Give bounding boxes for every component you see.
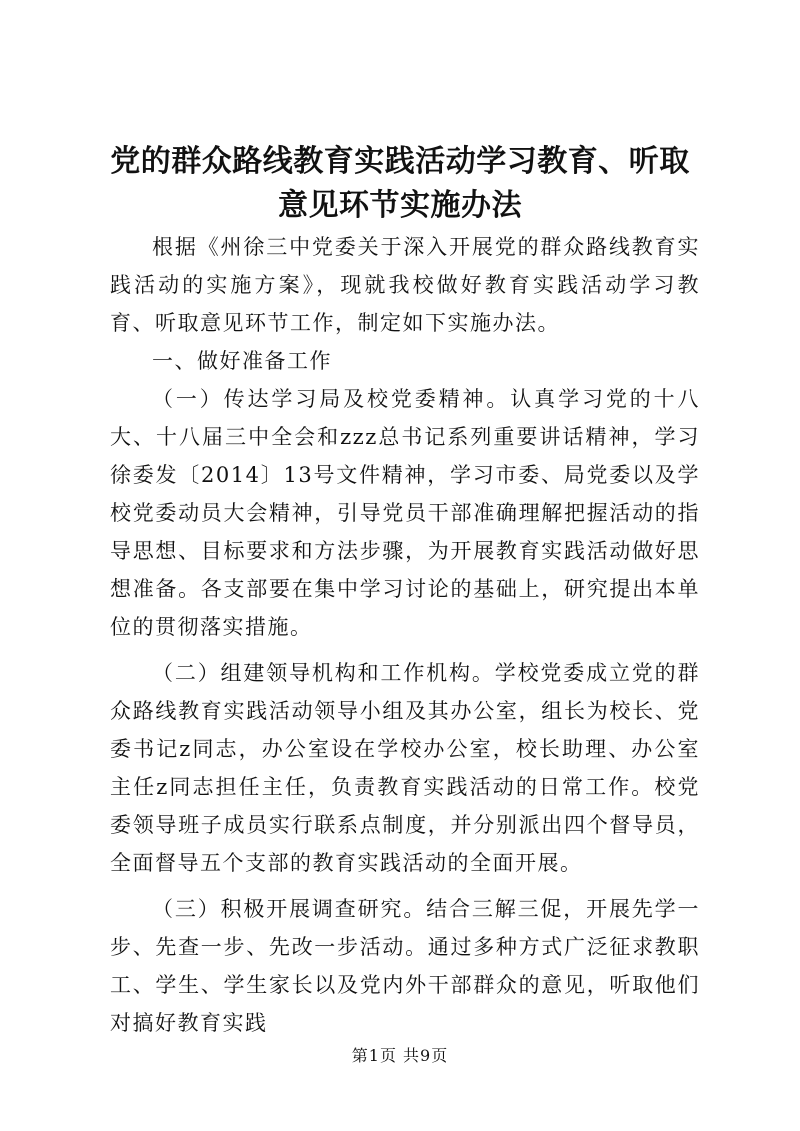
paragraph-item-3: （三）积极开展调查研究。结合三解三促，开展先学一步、先查一步、先改一步活动。通过多种方式广泛征求教职工、学生、学生家长以及党内外干部群众的意见，听取他们对搞好教育实践: [110, 897, 700, 1035]
document-body: [110, 228, 700, 1042]
section-heading: 一、做好准备工作: [152, 349, 332, 373]
paragraph-item-1: （一）传达学习局及校党委精神。认真学习党的十八大、十八届三中全会和zzz总书记系列重要讲话精神，学习徐委发〔2014〕13号文件精神，学习市委、局党委以及学校党委动员大会精神，引导党员干部准确理解把握活动的指导思想、目标要求和方法步骤，为开展教育实践活动做好思想准备。各支部要在集中学习讨论的基础上，研究提出本单位的贯彻落实措施。: [110, 387, 700, 639]
page-footer: 第1页 共9页: [351, 1046, 449, 1065]
intro-paragraph: 根据《州徐三中党委关于深入开展党的群众路线教育实践活动的实施方案》，现就我校做好教育实践活动学习教育、听取意见环节工作，制定如下实施办法。: [110, 235, 700, 335]
paragraph-item-2: （二）组建领导机构和工作机构。学校党委成立党的群众路线教育实践活动领导小组及其办公室，组长为校长、党委书记z同志，办公室设在学校办公室，校长助理、办公室主任z同志担任主任，负责教育实践活动的日常工作。校党委领导班子成员实行联系点制度，并分别派出四个督导员，全面督导五个支部的教育实践活动的全面开展。: [110, 661, 700, 875]
document-title: 党的群众路线教育实践活动学习教育、听取意见环节实施办法: [110, 144, 690, 223]
